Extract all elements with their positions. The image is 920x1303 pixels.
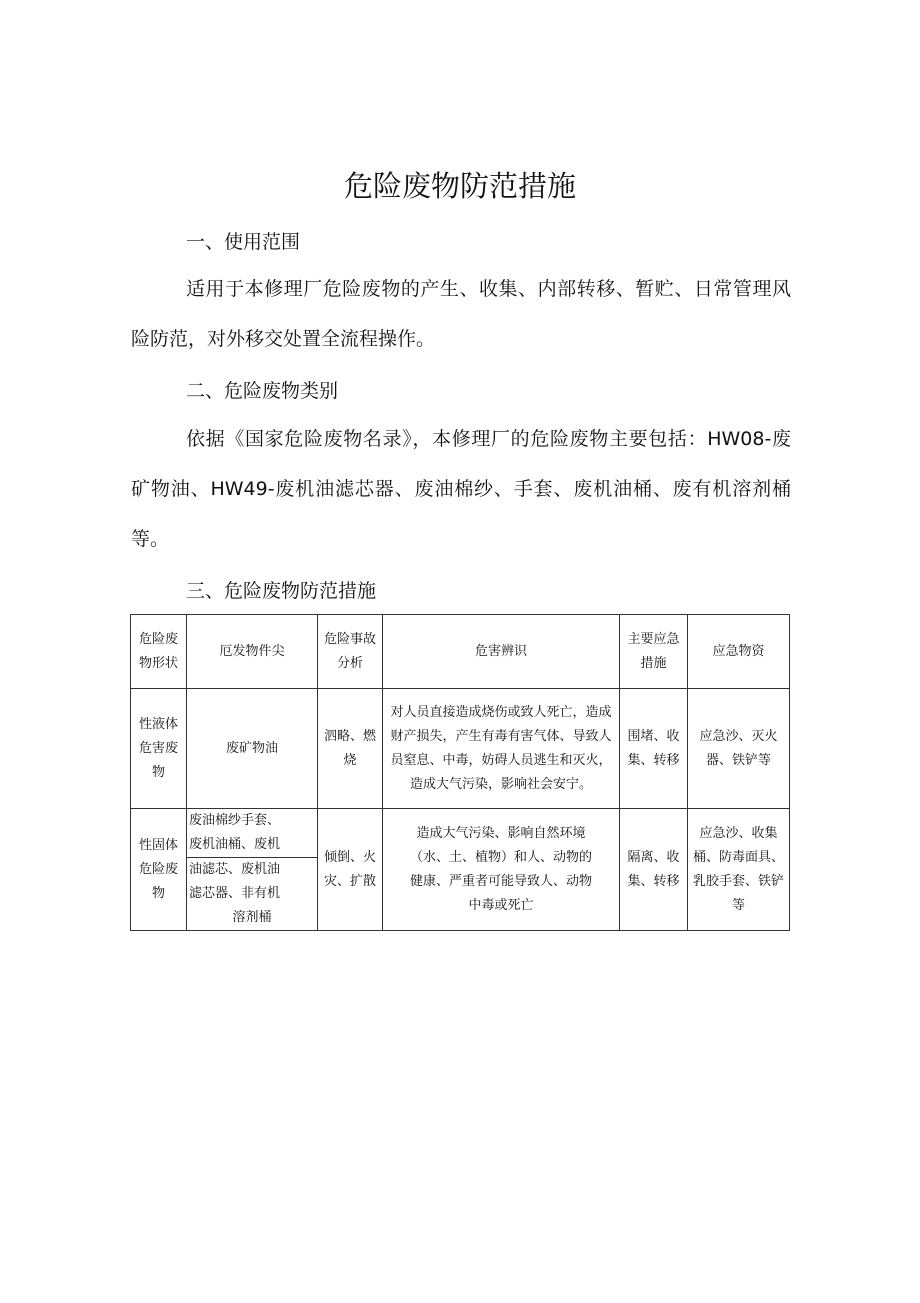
hazard-line: （水、土、植物）和人、动物的 [409, 849, 592, 865]
cell-measure: 隔离、收集、转移 [620, 809, 688, 931]
section-body-scope: 适用于本修理厂危险废物的产生、收集、内部转移、暂贮、日常管理风险防范，对外移交处置全流程操作。 [131, 278, 791, 350]
source-line: 溶剂桶 [232, 910, 272, 925]
hazard-line: 健康、严重者可能导致人、动物 [409, 873, 592, 889]
table-header-row [131, 615, 790, 689]
section-heading-scope: 一、使用范围 [186, 231, 301, 253]
section-heading-categories: 二、危险废物类别 [186, 380, 339, 402]
cell-accident: 倾倒、火灾、扩散 [318, 809, 383, 931]
header-hazard-identification: 危害辨识 [383, 615, 620, 689]
cell-source [187, 809, 318, 931]
hazard-line: 中毒或死亡 [468, 897, 534, 913]
cell-measure: 围堵、收集、转移 [620, 689, 688, 809]
header-source: 厄发物件尖 [187, 615, 318, 689]
hazard-measures-table [130, 614, 790, 931]
section-heading-measures: 三、危险废物防范措施 [186, 580, 377, 602]
header-emergency-supplies: 应急物资 [688, 615, 790, 689]
cell-source: 废矿物油 [187, 689, 318, 809]
cell-waste-form: 性固体危险废物 [131, 809, 187, 931]
header-accident-analysis: 危险事故分析 [318, 615, 383, 689]
source-line: 废机油桶、废机 [187, 833, 317, 858]
header-waste-form: 危险废物形状 [131, 615, 187, 689]
document-title: 危险废物防范措施 [343, 169, 576, 203]
header-emergency-measures: 主要应急措施 [620, 615, 688, 689]
hazard-line: 造成大气污染、影响自然环境 [416, 825, 586, 841]
cell-hazard [383, 809, 620, 931]
cell-hazard: 对人员直接造成烧伤或致人死亡，造成财产损失，产生有毒有害气体、导致人员窒息、中毒，妨碍人员逃生和灭火，造成大气污染，影响社会安宁。 [383, 689, 620, 809]
table-row [131, 689, 790, 809]
cell-accident: 泗略、燃烧 [318, 689, 383, 809]
source-line: 滤芯器、非有机 [189, 886, 281, 901]
table-row [131, 809, 790, 931]
section-body-categories: 依据《国家危险废物名录》，本修理厂的危险废物主要包括：HW08-废矿物油、HW49-废机油滤芯器、废油棉纱、手套、废机油桶、废有机溶剂桶等。 [131, 428, 791, 550]
source-line: 废油棉纱手套、 [189, 813, 281, 828]
cell-supplies: 应急沙、灭火器、铁铲等 [688, 689, 790, 809]
cell-supplies: 应急沙、收集桶、防毒面具、乳胶手套、铁铲等 [688, 809, 790, 931]
cell-waste-form: 性液体危害废物 [131, 689, 187, 809]
source-line: 油滤芯、废机油 [189, 862, 281, 877]
